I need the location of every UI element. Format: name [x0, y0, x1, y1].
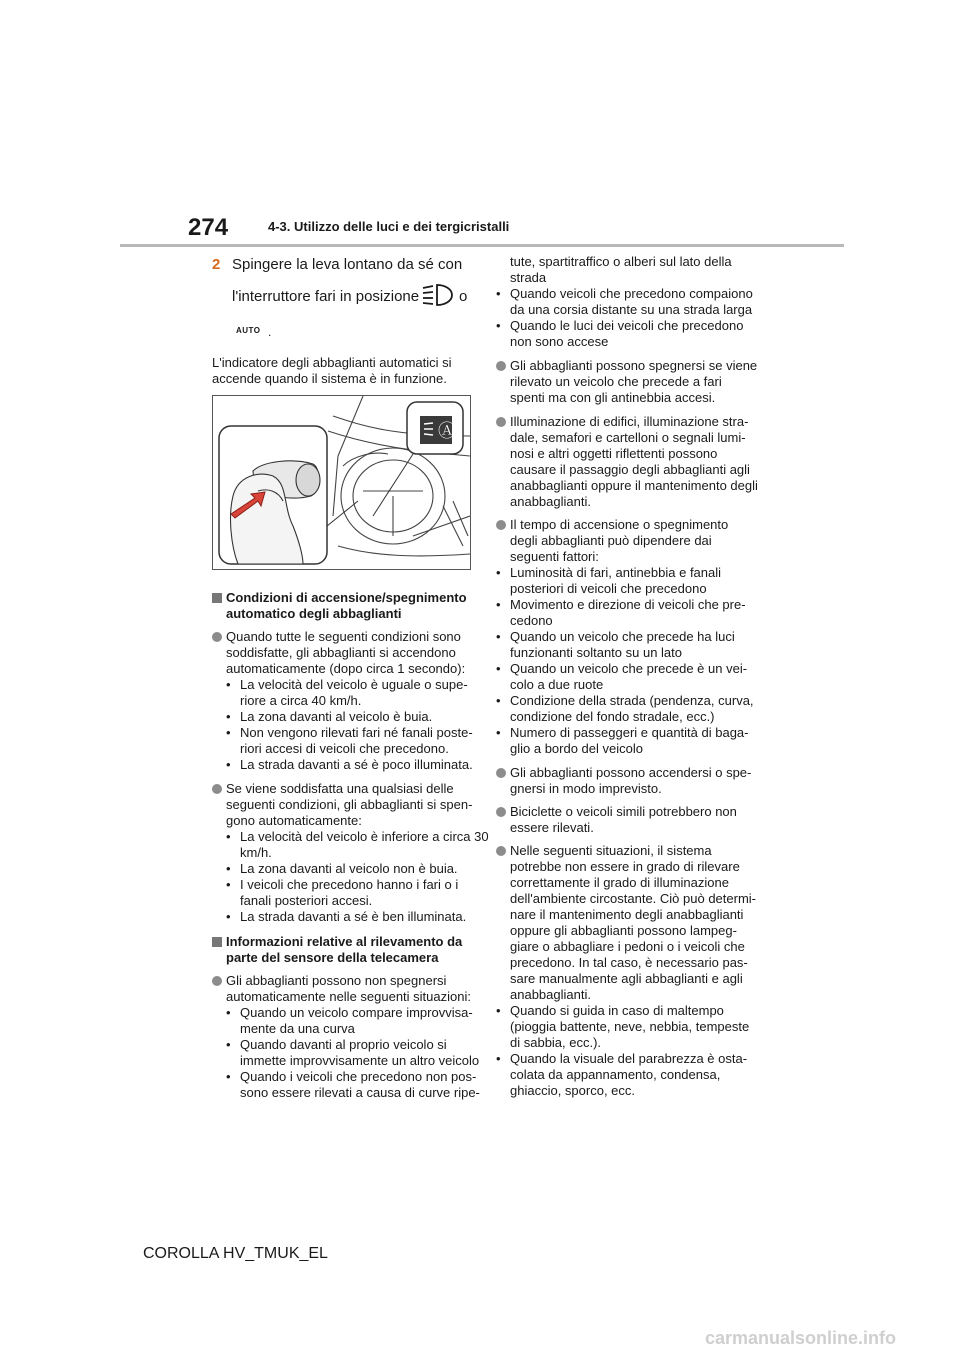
page-number: 274	[188, 214, 229, 241]
text-line: Gli abbaglianti possono accendersi o spe-	[510, 765, 752, 780]
sub-item: • La strada davanti a sé è poco illuminata.	[226, 757, 473, 772]
step-text-line1: Spingere la leva lontano da sé con	[232, 256, 463, 273]
text-line: gono automaticamente:	[226, 813, 362, 828]
text-line: nosi e altri oggetti riflettenti possono	[510, 446, 718, 461]
text-line: essere rilevati.	[510, 820, 594, 835]
text-line: Gli abbaglianti possono spegnersi se viene	[510, 358, 758, 373]
sub-item: • Movimento e direzione di veicoli che pre-	[496, 597, 746, 612]
text-line: seguenti condizioni, gli abbaglianti si spen-	[226, 797, 473, 812]
text-line: Se viene soddisfatta una qualsiasi delle	[226, 781, 454, 796]
step-text-or: o	[459, 288, 468, 305]
intro-note-line: L'indicatore degli abbaglianti automatici si	[212, 355, 452, 370]
sub-item: • I veicoli che precedono hanno i fari o i	[226, 877, 459, 892]
sub-item-cont: glio a bordo del veicolo	[510, 741, 643, 756]
text-line: precedono. In tal caso, è necessario pas-	[510, 955, 748, 970]
auto-badge: AUTO	[236, 326, 261, 335]
bullet-dot-icon	[496, 361, 506, 371]
sub-item-cont: condizione del fondo stradale, ecc.)	[510, 709, 715, 724]
text-line: sare manualmente agli abbaglianti e agli	[510, 971, 743, 986]
intro-note	[212, 355, 474, 387]
step-period: .	[268, 325, 272, 339]
sub-item: • La zona davanti al veicolo è buia.	[226, 709, 433, 724]
sub-item: • La strada davanti a sé è ben illuminata.	[226, 909, 467, 924]
heading-line: Informazioni relative al rilevamento da	[226, 934, 463, 949]
text-line: rilevato un veicolo che precede a fari	[510, 374, 722, 389]
section-title: 4-3. Utilizzo delle luci e dei tergicristalli	[268, 219, 510, 234]
step-number: 2	[212, 256, 221, 273]
text-line: giare o abbagliare i pedoni o i veicoli che	[510, 939, 745, 954]
sub-item: • Non vengono rilevati fari né fanali poste-	[226, 725, 473, 740]
sub-item-cont: fanali posteriori accesi.	[240, 893, 373, 908]
bullet-dot-icon	[212, 784, 222, 794]
text-line: gnersi in modo imprevisto.	[510, 781, 662, 796]
text-line: seguenti fattori:	[510, 549, 599, 564]
sub-item: • La velocità del veicolo è inferiore a circa 30	[226, 829, 489, 844]
text-line: anabbaglianti oppure il mantenimento degli	[510, 478, 758, 493]
intro-note-line: accende quando il sistema è in funzione.	[212, 371, 447, 386]
sub-item-cont: riore a circa 40 km/h.	[240, 693, 362, 708]
text-line: oppure gli abbaglianti possono lampeg-	[510, 923, 737, 938]
text-line: anabbaglianti.	[510, 987, 591, 1002]
heading-line: automatico degli abbaglianti	[226, 606, 402, 621]
text-line: nare il mantenimento degli anabbaglianti	[510, 907, 744, 922]
sub-item-cont: posteriori di veicoli che precedono	[510, 581, 707, 596]
text-line: Illuminazione di edifici, illuminazione stra-	[510, 414, 749, 429]
auto-high-beam-icon	[421, 282, 455, 308]
footer-model-code: COROLLA HV_TMUK_EL	[143, 1245, 328, 1262]
sub-item-cont: immette improvvisamente un altro veicolo	[240, 1053, 480, 1068]
text-line: automaticamente (dopo circa 1 secondo):	[226, 661, 466, 676]
bullet-dot-icon	[496, 417, 506, 427]
watermark: carmanualsonline.info	[705, 1328, 897, 1348]
sub-item-cont: sono essere rilevati a causa di curve ripe-	[240, 1085, 480, 1100]
sub-item-cont: non sono accese	[510, 334, 609, 349]
text-line: tute, spartitraffico o alberi sul lato della	[510, 254, 732, 269]
sub-item-cont: riori accesi di veicoli che precedono.	[240, 741, 449, 756]
text-line: Gli abbaglianti possono non spegnersi	[226, 973, 447, 988]
text-line: causare il passaggio degli abbaglianti agli	[510, 462, 750, 477]
text-line: Biciclette o veicoli simili potrebbero non	[510, 804, 737, 819]
sub-item-cont: funzionanti soltanto su un lato	[510, 645, 683, 660]
text-line: degli abbaglianti può dipendere dai	[510, 533, 712, 548]
illustration-lever	[212, 395, 471, 570]
sub-item: • Quando davanti al proprio veicolo si	[226, 1037, 447, 1052]
sub-item: • La velocità del veicolo è uguale o supe-	[226, 677, 468, 692]
text-line: spenti ma con gli antinebbia accesi.	[510, 390, 716, 405]
sub-item-cont: mente da una curva	[240, 1021, 355, 1036]
text-line: dale, semafori e cartelloni o segnali lumi-	[510, 430, 746, 445]
sub-item-cont: di sabbia, ecc.).	[510, 1035, 602, 1050]
sub-item: • Quando veicoli che precedono compaiono	[496, 286, 753, 301]
text-line: Il tempo di accensione o spegnimento	[510, 517, 729, 532]
sub-item: • Condizione della strada (pendenza, curva,	[496, 693, 754, 708]
sub-item: • Quando un veicolo compare improvvisa-	[226, 1005, 473, 1020]
text-line: correttamente il grado di illuminazione	[510, 875, 729, 890]
bullet-dot-icon	[496, 768, 506, 778]
sub-item-cont: colo a due ruote	[510, 677, 604, 692]
heading-line: parte del sensore della telecamera	[226, 950, 439, 965]
sub-item-cont: colata da appannamento, condensa,	[510, 1067, 721, 1082]
sub-item: • Quando i veicoli che precedono non pos-	[226, 1069, 477, 1084]
dashboard-illustration	[213, 396, 470, 569]
bullet-dot-icon	[496, 520, 506, 530]
heading-square-icon	[212, 937, 222, 947]
bullet-dot-icon	[212, 632, 222, 642]
text-line: potrebbe non essere in grado di rilevare	[510, 859, 740, 874]
sub-item: • Numero di passeggeri e quantità di baga-	[496, 725, 749, 740]
sub-item: • Quando le luci dei veicoli che precedono	[496, 318, 744, 333]
sub-item: • La zona davanti al veicolo non è buia.	[226, 861, 458, 876]
step-text-line2: l'interruttore fari in posizione	[232, 288, 420, 305]
text-line: anabbaglianti.	[510, 494, 591, 509]
text-line: Nelle seguenti situazioni, il sistema	[510, 843, 712, 858]
bullet-dot-icon	[496, 846, 506, 856]
sub-item-cont: cedono	[510, 613, 553, 628]
text-line: automaticamente nelle seguenti situazioni:	[226, 989, 471, 1004]
sub-item: • Quando un veicolo che precede è un vei-	[496, 661, 748, 676]
sub-item-cont: ghiaccio, sporco, ecc.	[510, 1083, 636, 1098]
sub-item: • Quando la visuale del parabrezza è osta-	[496, 1051, 748, 1066]
bullet-dot-icon	[496, 807, 506, 817]
indicator-a-icon: Ⓐ	[438, 421, 456, 441]
sub-item: • Quando si guida in caso di maltempo	[496, 1003, 724, 1018]
heading-square-icon	[212, 593, 222, 603]
header-rule	[120, 244, 844, 247]
sub-item-cont: km/h.	[240, 845, 272, 860]
text-line: soddisfatte, gli abbaglianti si accendono	[226, 645, 456, 660]
text-line: dell'ambiente circostante. Ciò può determi-	[510, 891, 756, 906]
sub-item: • Quando un veicolo che precede ha luci	[496, 629, 735, 644]
heading-line: Condizioni di accensione/spegnimento	[226, 590, 467, 605]
text-line: strada	[510, 270, 547, 285]
bullet-dot-icon	[212, 976, 222, 986]
sub-item-cont: da una corsia distante su una strada larga	[510, 302, 753, 317]
sub-item-cont: (pioggia battente, neve, nebbia, tempeste	[510, 1019, 750, 1034]
sub-item: • Luminosità di fari, antinebbia e fanali	[496, 565, 722, 580]
text-line: Quando tutte le seguenti condizioni sono	[226, 629, 461, 644]
